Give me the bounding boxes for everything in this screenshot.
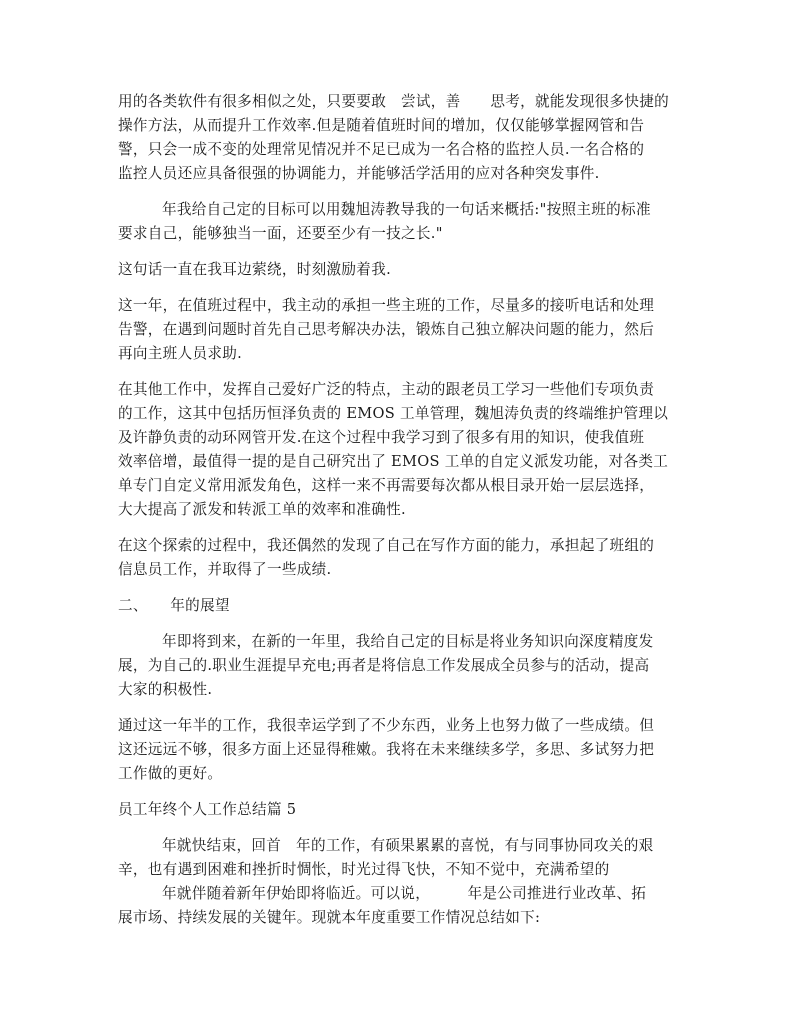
text-line: 年就伴随着新年伊始即将临近。可以说， 年是公司推进行业改革、拓 <box>162 885 647 902</box>
text-line: 信息员工作，并取得了一些成绩. <box>118 561 332 578</box>
text-line: 监控人员还应具备很强的协调能力，并能够活学活用的应对各种突发事件. <box>118 165 600 182</box>
text-line: 在其他工作中，发挥自己爱好广泛的特点，主动的跟老员工学习一些他们专项负责 <box>118 381 655 398</box>
text-line: 在这个探索的过程中，我还偶然的发现了自己在写作方面的能力，承担起了班组的 <box>118 537 655 554</box>
text-line: 的工作，这其中包括历恒泽负责的 EMOS 工单管理，魏旭涛负责的终端维护管理以 <box>118 405 669 422</box>
text-line: 警，只会一成不变的处理常见情况并不足已成为一名合格的监控人员.一名合格的 <box>118 141 645 158</box>
text-line: 要求自己，能够独当一面，还要至少有一技之长." <box>118 225 443 242</box>
section-heading-text: 二、 年的展望 <box>118 597 230 614</box>
text-line: 年就快结束，回首 年的工作，有硕果累累的喜悦，有与同事协同攻关的艰 <box>162 837 654 854</box>
paragraph <box>118 258 684 282</box>
text-line: 告警，在遇到问题时首先自己思考解决办法，锻炼自己独立解决问题的能力，然后 <box>118 321 655 338</box>
paragraph <box>118 714 684 786</box>
text-line: 用的各类软件有很多相似之处，只要要敢 尝试，善 思考，就能发现很多快捷的 <box>118 93 670 110</box>
text-line: 展，为自己的.职业生涯提早充电;再者是将信息工作发展成全员参与的活动，提高 <box>118 657 650 674</box>
text-line: 操作方法，从而提升工作效率.但是随着值班时间的增加，仅仅能够掌握网管和告 <box>118 117 645 134</box>
text-line: 辛，也有遇到困难和挫折时惆怅，时光过得飞快，不知不觉中，充满希望的 <box>118 861 610 878</box>
text-line: 效率倍增，最值得一提的是自己研究出了 EMOS 工单的自定义派发功能，对各类工 <box>118 453 669 470</box>
paragraph <box>118 378 684 522</box>
text-line: 展市场、持续发展的关键年。现就本年度重要工作情况总结如下: <box>118 909 541 926</box>
text-line: 这句话一直在我耳边萦绕，时刻激励着我. <box>118 261 392 278</box>
text-line: 这还远远不够，很多方面上还显得稚嫩。我将在未来继续多学，多思、多试努力把 <box>118 741 655 758</box>
paragraph <box>118 198 684 246</box>
text-line: 大家的积极性. <box>118 681 213 698</box>
text-line: 年我给自己定的目标可以用魏旭涛教导我的一句话来概括:"按照主班的标准 <box>162 201 651 218</box>
paragraph <box>118 630 684 702</box>
paragraph <box>118 882 684 930</box>
paragraph <box>118 90 684 186</box>
text-line: 再向主班人员求助. <box>118 345 243 362</box>
text-line: 大大提高了派发和转派工单的效率和准确性. <box>118 501 406 518</box>
section-title <box>118 798 684 822</box>
text-line: 年即将到来，在新的一年里，我给自己定的目标是将业务知识向深度精度发 <box>162 633 654 650</box>
text-line: 及许静负责的动环网管开发.在这个过程中我学习到了很多有用的知识，使我值班 <box>118 429 645 446</box>
text-line: 单专门自定义常用派发角色，这样一来不再需要每次都从根目录开始一层层选择， <box>118 477 655 494</box>
text-line: 这一年，在值班过程中，我主动的承担一些主班的工作，尽量多的接听电话和处理 <box>118 297 655 314</box>
section-title-text: 员工年终个人工作总结篇 5 <box>118 801 297 818</box>
section-heading <box>118 594 684 618</box>
text-line: 工作做的更好。 <box>118 765 223 782</box>
paragraph <box>118 534 684 582</box>
paragraph <box>118 834 684 882</box>
paragraph <box>118 294 684 366</box>
text-line: 通过这一年半的工作，我很幸运学到了不少东西，业务上也努力做了一些成绩。但 <box>118 717 655 734</box>
